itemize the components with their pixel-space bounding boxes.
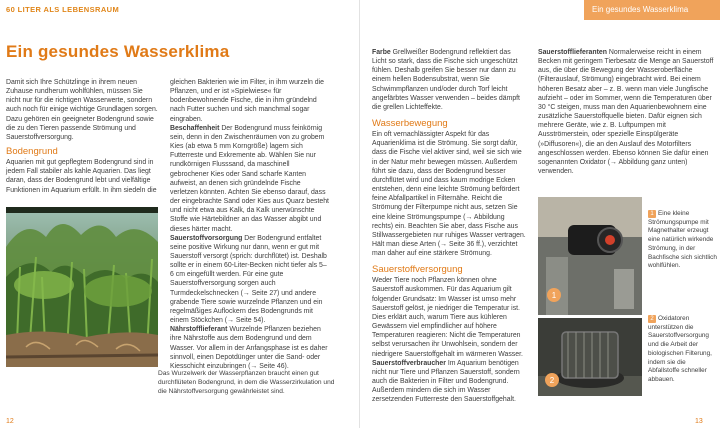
label-sauerstoffvorsorgung: Sauerstoffvorsorgung bbox=[170, 234, 243, 242]
callout-1-number: 1 bbox=[648, 210, 656, 218]
lieferanten-text: Normalerweise reicht in einem Becken mit geringem Tierbesatz die Menge an Sauerstoff aus, die über die Bewegung der Wasseroberfläche (Filterauslauf, Strömung) eingebracht wird. Bei einem höheren Besatz aber – z. B. wenn man viele Jungfische aufzieht – oder im Sommer, wenn die Temperaturen über 30 °C steigen, muss man den Aquarienbewohnern eine zusätzliche Sauerstoffquelle bieten. Dafür eignen sich mehrere Geräte, wie z. B. Luftpumpen mit Ausströmerstein, oder spezielle Einspülgeräte (»Diffusoren«), die an den Auslauf des Motorfilters angeschlossen werden. Ebenso können Sie dafür einen sogenannten Oxidator (→ Abbildung ganz unten) verwenden. bbox=[538, 49, 714, 176]
left-column-1 bbox=[6, 78, 158, 195]
beschaffenheit-text: Der Bodengrund muss feinkörnig sein, denn in den Zwischenräumen von zu grobem Kies (ab etwa 5 mm Korngröße) lagern sich Futterreste und Exkremente ab. Wählen Sie nur rundkörnigen Flusssand, da maschinell gebrochener Kies oder Sand scharfe Kanten aufweist, an denen sich gründelnde Fische verletzen könnten. Achten Sie ebenso darauf, dass der eingebrachte Sand oder Kies aus Quarz besteht und nicht etwa aus Kalk, da Kalk unerwünschte Stoffe wie Härtebildner an das Wasser abgibt und dieses härter macht. bbox=[170, 124, 329, 233]
running-head-left bbox=[0, 0, 360, 20]
label-beschaffenheit: Beschaffenheit bbox=[170, 124, 220, 132]
callout-2-number: 2 bbox=[648, 315, 656, 323]
heading-bodengrund: Bodengrund bbox=[6, 146, 58, 158]
callout-1 bbox=[648, 210, 718, 271]
farbe-text: Grellweißer Bodengrund reflektiert das Licht so stark, dass die Fische sich ungeschützt fühlen. Deshalb greifen Sie besser nur dann zu einem hellen Bodensubstrat, wenn Sie Schwimmpflanzen und/oder durch Torf leicht angefärbtes Wasser verwenden – beides dämpft die grellen Lichteffekte. bbox=[372, 49, 520, 111]
bodengrund-paragraph: Aquarien mit gut gepflegtem Bodengrund sind in jedem Fall stabiler als kahle Aquarien. Das liegt daran, dass der Bodengrund lebt und vielfältige Funktionen im Aquarium erfüllt. In ihm siedeln die bbox=[6, 159, 157, 194]
naehrstofflieferant-text: Wurzelnde Pflanzen beziehen ihre Nährstoffe aus dem Bodengrund und dem Wasser. Vor allem in der Anfangsphase ist es daher sinnvoll, einen Depotdünger unter die Sand- oder Kiesschicht einzubringen (→ Seite 46). bbox=[170, 326, 328, 370]
running-head-right bbox=[584, 0, 720, 20]
running-head-right-text: Ein gesundes Wasserklima bbox=[592, 5, 689, 14]
callout-2-text: Oxidatoren unterstützen die Sauerstoffversorgung und die Arbeit der biologischen Filterung, indem sie die Abfallstoffe schneller abbauen. bbox=[648, 315, 712, 383]
right-column-2 bbox=[538, 48, 718, 176]
svg-text:2: 2 bbox=[549, 376, 555, 385]
oxidator-photo bbox=[538, 318, 642, 396]
left-column-2 bbox=[170, 78, 330, 371]
heading-sauerstoffversorgung: Sauerstoffversorgung bbox=[372, 264, 463, 276]
heading-wasserbewegung: Wasserbewegung bbox=[372, 118, 448, 130]
label-farbe: Farbe bbox=[372, 49, 391, 56]
running-head-left-text: 60 LITER ALS LEBENSRAUM bbox=[6, 5, 120, 14]
page-title: Ein gesundes Wasserklima bbox=[6, 42, 230, 61]
photo-caption-left: Das Wurzelwerk der Wasserpflanzen braucht einen gut durchflüteten Bodengrund, in dem die Wasserzirkulation und die Nährstoffversorgung gewährleistet sind. bbox=[158, 370, 335, 395]
label-sauerstofflieferanten: Sauerstofflieferanten bbox=[538, 49, 607, 56]
wasserbewegung-paragraph: Ein oft vernachlässigter Aspekt für das Aquarienklima ist die Strömung. Sie sorgt dafür, dass die Fische viel aktiver sind, weil sie sich wie in der Natur mehr bewegen müssen. Außerdem führt sie dazu, dass der Bodengrund besser durchflütet wird und dass kaum modrige Ecken entstehen, denn eine leichte Strömung befördert feine Abfallpartikel in Filternähe. Reicht die Strömung der Filterpumpe nicht aus, setzen Sie eine kleine Strömungspumpe (→ Abbildung rechts) ein. Beachten Sie aber, dass Fische aus Stillwassergebieten nur ruhiges Wasser vertragen. Hält man diese Arten (→ Seite 36 ff.), verzichtet man daher auf eine stärkere Strömung. bbox=[372, 131, 526, 258]
col2-paragraph: gleichen Bakterien wie im Filter, in ihm wurzeln die Pflanzen, und er ist »Spielwiese« für bodenbewohnende Fische, die in ihm gründelnd nach Futter suchen und sich manchmal sogar eingraben. bbox=[170, 79, 324, 123]
label-sauerstoffverbraucher: Sauerstoffverbraucher bbox=[372, 359, 446, 367]
page-number-right: 13 bbox=[695, 418, 703, 425]
aquarium-plants-photo bbox=[6, 207, 158, 367]
intro-paragraph: Damit sich Ihre Schützlinge in ihrem neuen Zuhause rundherum wohlfühlen, müssen Sie nicht nur für die richtigen Wasserwerte, sondern auch noch für einige wichtige Grundlagen sorgen. Dazu gehören ein geeigneter Bodengrund sowie die zu den Tieren passende Strömung und Sauerstoffversorgung. bbox=[6, 79, 158, 141]
label-naehrstofflieferant: Nährstofflieferant bbox=[170, 326, 228, 334]
stroemungspumpe-photo bbox=[538, 197, 642, 315]
sauerstoffvorsorgung-text: Der Bodengrund entfaltet seine positive Wirkung nur dann, wenn er gut mit Sauerstoff versorgt (sprich: durchflütet) ist. Deshalb sollte er in einem 60-Liter-Becken nicht tiefer als 5–6 cm eingefüllt werden. Für eine gute Sauerstoffversorgung sorgen auch Turmdeckelschnecken (→ Seite 27) und andere grabende Tiere sowie wurzelnde Pflanzen und ein regelmäßiges Auflockern des Bodengrunds mit einem Stöckchen (→ Seite 54). bbox=[170, 234, 327, 325]
svg-text:1: 1 bbox=[551, 291, 557, 300]
right-column-1 bbox=[372, 48, 527, 404]
verbraucher-text: Im Aquarium benötigen nicht nur Tiere und Pflanzen Sauerstoff, sondern auch die Bakterien in Filter und Bodengrund. Außerdem mindern die sich im Wasser zersetzenden Futterreste den Sauerstoffgehalt. bbox=[372, 359, 520, 404]
callout-2 bbox=[648, 315, 718, 385]
page-number-left: 12 bbox=[6, 418, 14, 425]
sauerstoff-paragraph: Weder Tiere noch Pflanzen können ohne Sauerstoff auskommen. Für das Aquarium gilt folgender Grundsatz: Im Wasser ist umso mehr Sauerstoff gelöst, je niedriger die Temperatur ist. Dies erklärt auch, warum Tiere aus kühleren Gewässern viel empfindlicher auf höhere Temperaturen reagieren: Nicht die Temperaturen selbst verursachen ihr Unwohlsein, sondern der niedrigere Sauerstoffgehalt im wärmeren Wasser. bbox=[372, 277, 523, 358]
callout-1-text: Eine kleine Strömungspumpe mit Magnethalter erzeugt eine natürlich wirkende Strömung, in der Bachfische sich sichtlich wohlfühlen. bbox=[648, 210, 717, 270]
